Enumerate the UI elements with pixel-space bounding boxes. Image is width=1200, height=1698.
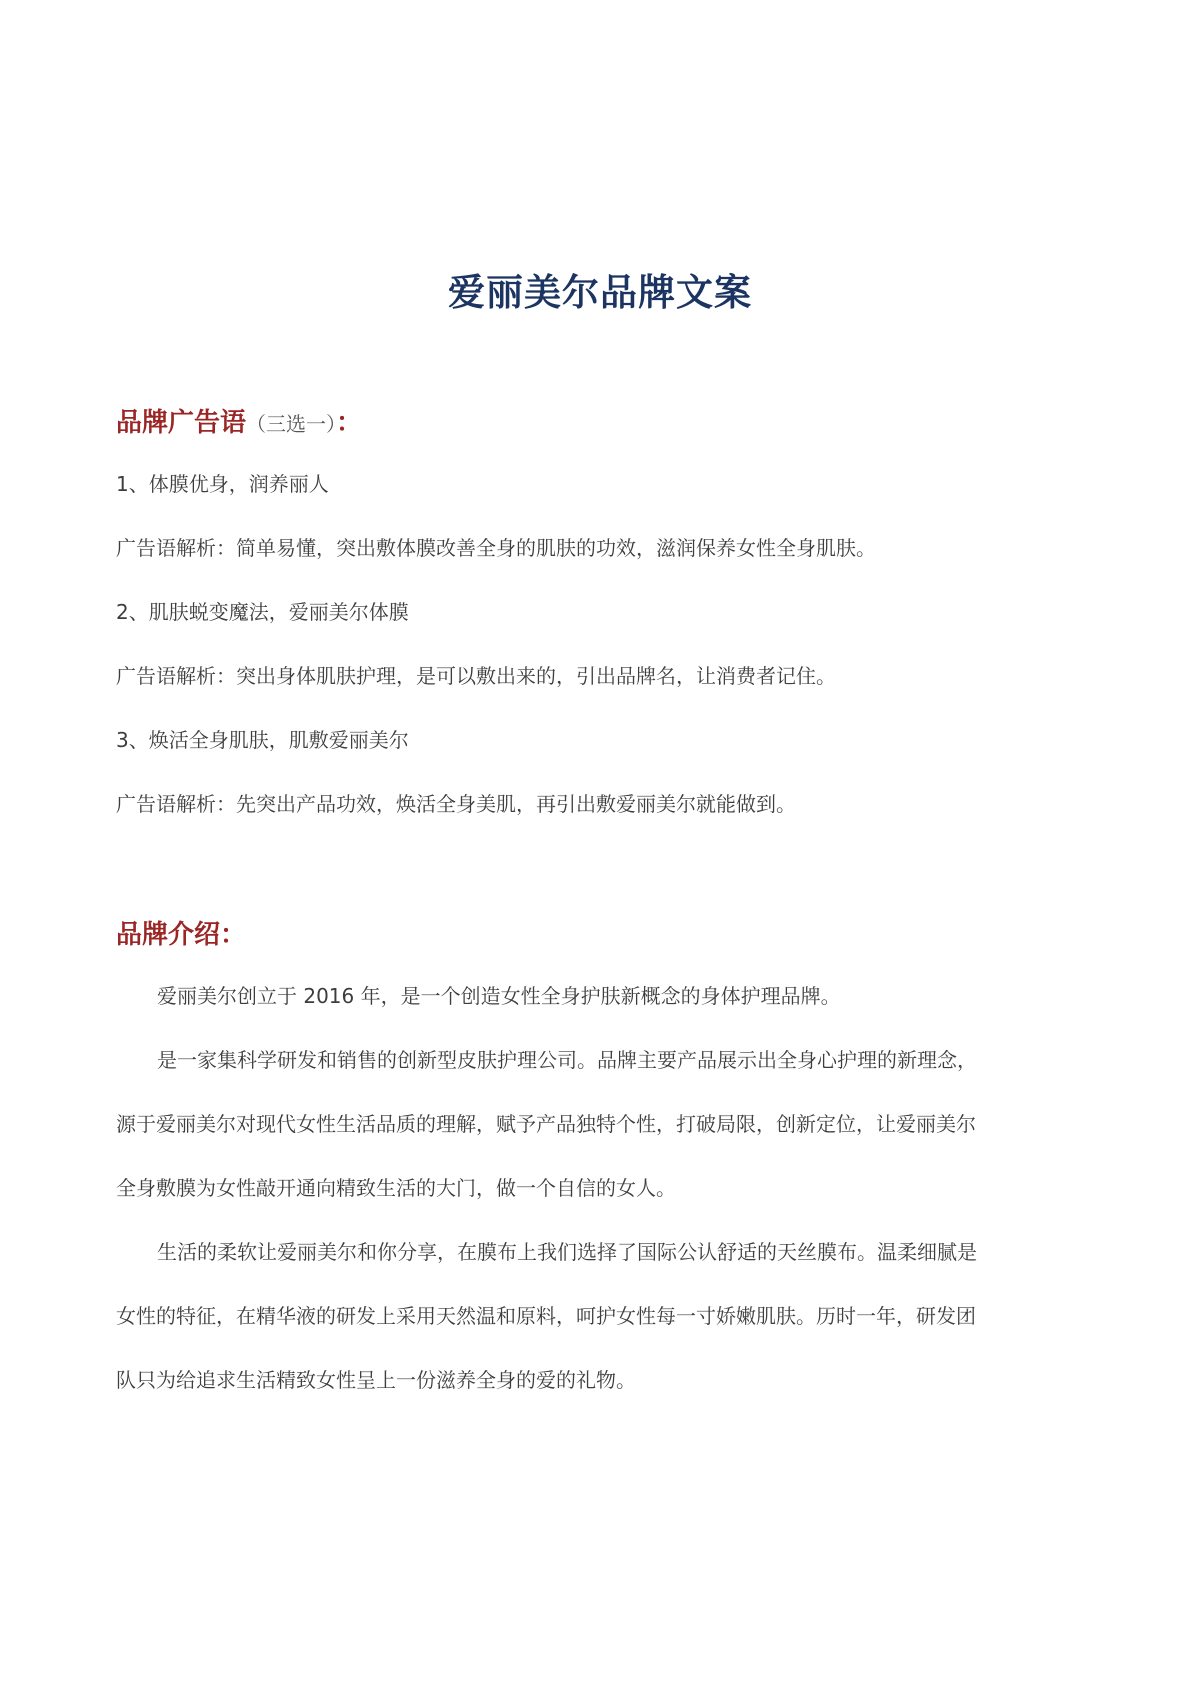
intro-line-5: 生活的柔软让爱丽美尔和你分享，在膜布上我们选择了国际公认舒适的天丝膜布。温柔细腻是 [157, 1240, 977, 1264]
intro-section-heading: 品牌介绍： [116, 920, 247, 950]
intro-line-2: 是一家集科学研发和销售的创新型皮肤护理公司。品牌主要产品展示出全身心护理的新理念， [157, 1048, 977, 1072]
slogan-section-heading [116, 402, 362, 439]
slogan-heading-text: 品牌广告语 [116, 408, 247, 438]
slogan-item-1: 1、体膜优身，润养丽人 [116, 472, 329, 496]
slogan-heading-note: （三选一） [246, 412, 337, 436]
intro-line-1: 爱丽美尔创立于 2016 年，是一个创造女性全身护肤新概念的身体护理品牌。 [157, 984, 841, 1008]
document-title: 爱丽美尔品牌文案 [448, 271, 752, 314]
slogan-item-3: 3、焕活全身肌肤，肌敷爱丽美尔 [116, 728, 409, 752]
slogan-heading-colon: ： [336, 408, 363, 438]
intro-line-3: 源于爱丽美尔对现代女性生活品质的理解，赋予产品独特个性，打破局限，创新定位，让爱丽美尔 [116, 1112, 976, 1136]
intro-line-6: 女性的特征，在精华液的研发上采用天然温和原料，呵护女性每一寸娇嫩肌肤。历时一年，研发团 [116, 1304, 976, 1328]
intro-line-4: 全身敷膜为女性敲开通向精致生活的大门，做一个自信的女人。 [116, 1176, 676, 1200]
slogan-item-2: 2、肌肤蜕变魔法，爱丽美尔体膜 [116, 600, 409, 624]
slogan-analysis-3: 广告语解析：先突出产品功效，焕活全身美肌，再引出敷爱丽美尔就能做到。 [116, 792, 796, 816]
slogan-analysis-2: 广告语解析：突出身体肌肤护理，是可以敷出来的，引出品牌名，让消费者记住。 [116, 664, 836, 688]
slogan-analysis-1: 广告语解析：简单易懂，突出敷体膜改善全身的肌肤的功效，滋润保养女性全身肌肤。 [116, 536, 876, 560]
intro-line-7: 队只为给追求生活精致女性呈上一份滋养全身的爱的礼物。 [116, 1368, 636, 1392]
